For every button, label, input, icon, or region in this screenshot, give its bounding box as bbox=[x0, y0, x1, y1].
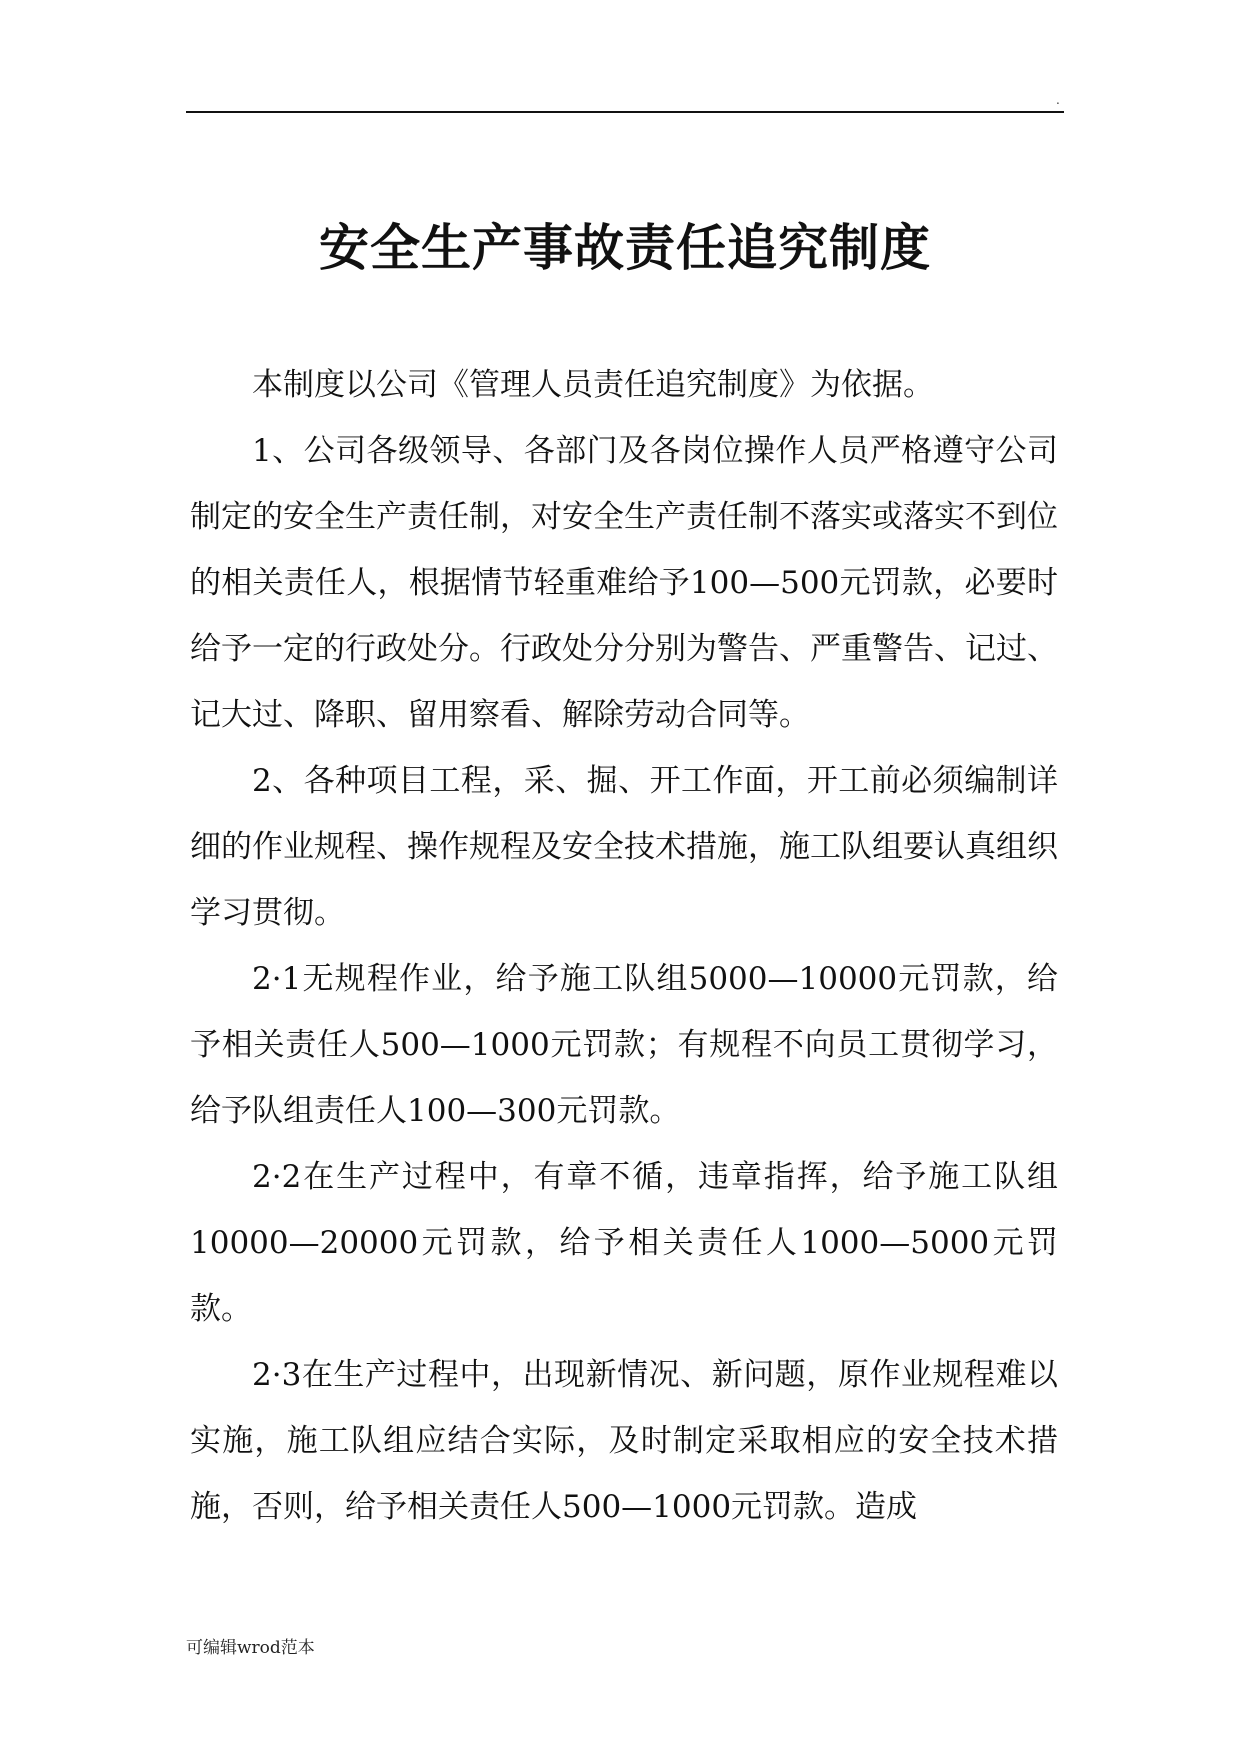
paragraph-intro: 本制度以公司《管理人员责任追究制度》为依据。 bbox=[252, 367, 934, 403]
footer-note: 可编辑wrod范本 bbox=[186, 1638, 315, 1658]
paragraph-2: 2、各种项目工程，采、掘、开工作面，开工前必须编制详细的作业规程、操作规程及安全技术措施，施工队组要认真组织学习贯彻。 bbox=[190, 763, 1058, 931]
paragraph-2-1: 2·1无规程作业，给予施工队组5000—10000元罚款，给予相关责任人500—1000元罚款；有规程不向员工贯彻学习，给予队组责任人100—300元罚款。 bbox=[190, 961, 1058, 1129]
paragraph-1: 1、公司各级领导、各部门及各岗位操作人员严格遵守公司制定的安全生产责任制，对安全生产责任制不落实或落实不到位的相关责任人，根据情节轻重难给予100—500元罚款，必要时给予一定的行政处分。行政处分分别为警告、严重警告、记过、记大过、降职、留用察看、解除劳动合同等。 bbox=[190, 433, 1058, 733]
header-mark: . bbox=[1056, 93, 1060, 107]
paragraph-2-2: 2·2在生产过程中，有章不循，违章指挥，给予施工队组10000—20000元罚款，给予相关责任人1000—5000元罚款。 bbox=[190, 1159, 1058, 1327]
header-rule bbox=[186, 111, 1064, 113]
paragraph-2-3: 2·3在生产过程中，出现新情况、新问题，原作业规程难以实施，施工队组应结合实际，及时制定采取相应的安全技术措施，否则，给予相关责任人500—1000元罚款。造成 bbox=[190, 1357, 1058, 1525]
document-title: 安全生产事故责任追究制度 bbox=[319, 219, 931, 277]
document-body bbox=[190, 352, 1058, 1540]
